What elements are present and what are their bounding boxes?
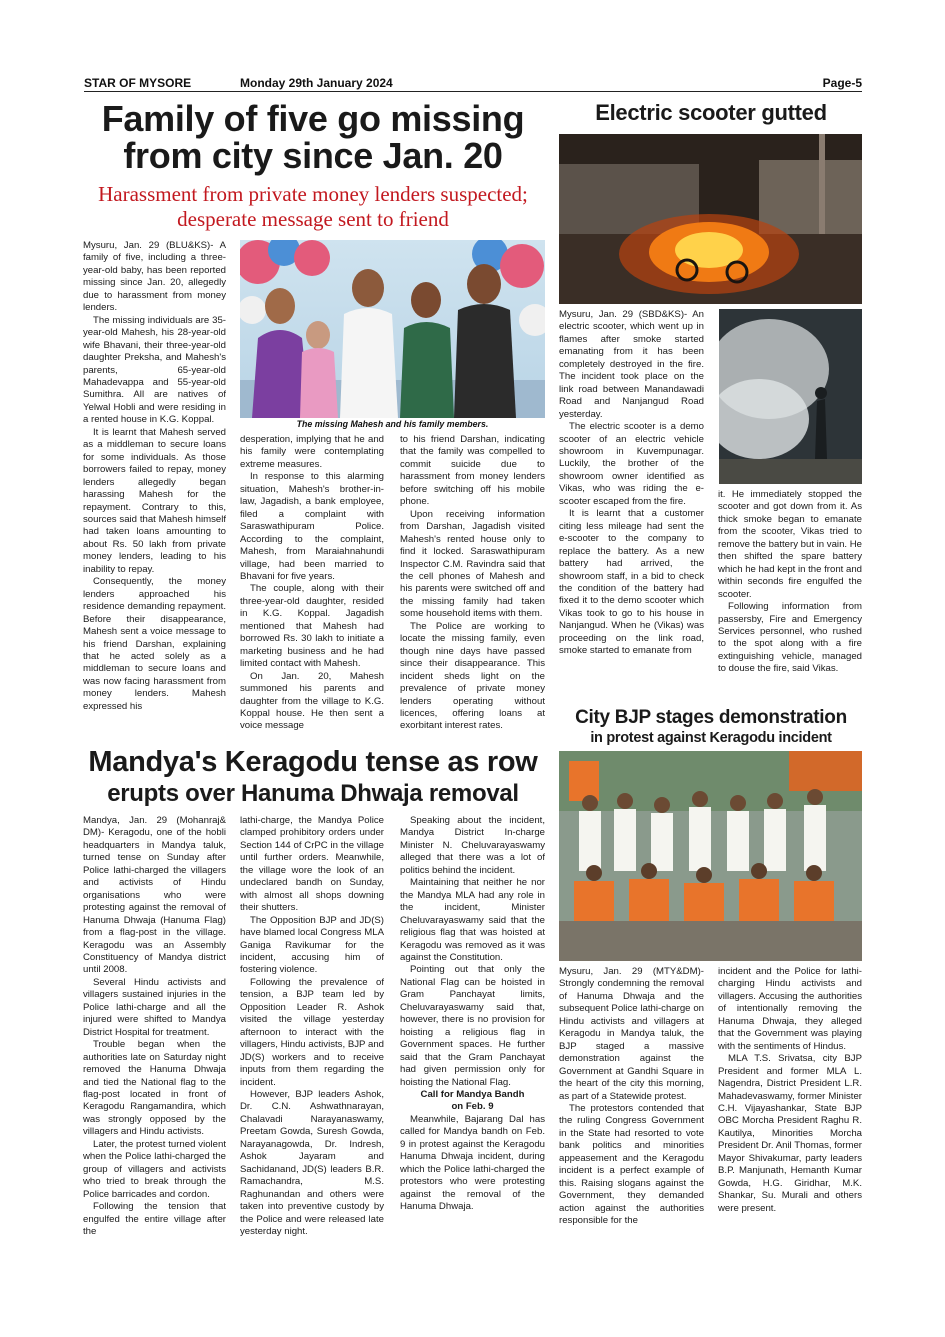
issue-date: Monday 29th January 2024 bbox=[240, 76, 393, 90]
paragraph: desperation, implying that he and his family were contemplating extreme measures. bbox=[240, 434, 384, 470]
scooter-col-1 bbox=[559, 309, 704, 701]
paragraph: lathi-charge, the Mandya Police clamped prohibitory orders under Section 144 of CrPC in the village until further orders. Meanwhile, the village wore the look of an undeclared bandh on Sunday, with almost all shops downing their shutters. bbox=[240, 815, 384, 914]
scooter-headline: Electric scooter gutted bbox=[595, 100, 827, 125]
keragodu-col-2 bbox=[240, 815, 384, 1265]
paragraph: to his friend Darshan, indicating that the family was compelled to commit suicide due to harassment from money lenders before switching off his mobile phone. bbox=[400, 434, 545, 508]
family-headline-line2: from city since Jan. 20 bbox=[123, 135, 503, 177]
family-col-3 bbox=[400, 434, 545, 740]
keragodu-col-1 bbox=[83, 815, 226, 1265]
keragodu-headline-line1: Mandya's Keragodu tense as row bbox=[88, 746, 538, 778]
masthead bbox=[84, 76, 862, 90]
family-photo bbox=[240, 240, 545, 418]
bjp-protest-photo bbox=[559, 751, 862, 961]
paragraph: The Opposition BJP and JD(S) have blamed local Congress MLA Ganiga Ravikumar for the incident, accusing him of fostering violence. bbox=[240, 914, 384, 976]
paragraph: it. He immediately stopped the scooter and got down from it. As thick smoke began to emanate from the scooter, Vikas tried to remove the battery but in vain. He then shifted the spare battery which he had kept in the front and within seconds fire engulfed the scooter. bbox=[718, 489, 862, 600]
paragraph: Maintaining that neither he nor the Mandya MLA had any role in the incident, Minister Cheluvarayaswamy said that the religious flag that was hoisted at Keragodu was removed as it was against the Constitution. bbox=[400, 877, 545, 963]
page-number: Page-5 bbox=[822, 76, 862, 90]
paragraph: Upon receiving information from Darshan, Jagadish visited Mahesh's rented house only to find it locked. Saraswathipuram Inspector C.M. Ravindra said that the cell phones of Mahesh and his parents were switched off and the missing family had taken some household items with them. bbox=[400, 508, 545, 620]
paragraph: Mysuru, Jan. 29 (BLU&KS)- A family of five, including a three-year-old baby, has been reported missing since Jan. 20, allegedly due to harassment from money lenders. bbox=[83, 240, 226, 314]
bjp-col-2 bbox=[718, 966, 862, 1266]
family-subhead-line1: Harassment from private money lenders suspected; bbox=[98, 182, 528, 206]
family-photo-caption: The missing Mahesh and his family members. bbox=[296, 419, 489, 429]
paragraph: Pointing out that only the National Flag can be hoisted in Gram Panchayat limits, Cheluvarayaswamy said that, however, there is no provision for hoisting a religious flag in Government spaces. He further said that the Gram Panchayat had given permission only for hoisting the National Flag. bbox=[400, 964, 545, 1088]
paragraph: Meanwhile, Bajarang Dal has called for Mandya bandh on Feb. 9 in protest against the Keragodu Hanuma Dhwaja incident, during which the Police lathi-charged the protestors who were protesting against the removal of the Hanuma Dhwaja. bbox=[400, 1113, 545, 1213]
keragodu-headline-line2: erupts over Hanuma Dhwaja removal bbox=[107, 779, 519, 807]
paragraph: MLA T.S. Srivatsa, city BJP President and former MLA L. Nagendra, District President L.R. Mahadevaswamy, former Minister C.H. Vijayashankar, State BJP OBC Morcha President Raghu R. Kautilya, Minorities Morcha President Dr. Anil Thomas, former Mayor Shivakumar, party leaders B.P. Manjunath, Hemanth Kumar Gowda, H.G. Giridhar, M.K. Shankar, Su. Murali and others were present. bbox=[718, 1053, 862, 1214]
family-col-2 bbox=[240, 434, 384, 740]
family-subhead bbox=[78, 182, 548, 232]
family-headline bbox=[78, 98, 548, 177]
paragraph: The Police are working to locate the missing family, even though nine days have passed since their disappearance. This incident sheds light on the prevalence of private money lenders operating without licences, offering loans at exorbitant interest rates. bbox=[400, 620, 545, 732]
paper-name: STAR OF MYSORE bbox=[84, 76, 192, 90]
paragraph: incident and the Police for lathi-charging Hindu activists and villagers. Accusing the authorities of intentionally removing the Hanuma Dhwaja, they alleged that the Government was playing with the sentiments of Hindus. bbox=[718, 966, 862, 1052]
bjp-headline-line2: in protest against Keragodu incident bbox=[590, 729, 832, 746]
paragraph: Consequently, the money lenders approached his residence demanding repayment. Before their disappearance, Mahesh sent a voice message to his friend Darshan, explaining that he acted solely as a middleman to secure loans and was now facing harassment from money lenders. Mahesh expressed his bbox=[83, 576, 226, 712]
paragraph: Several Hindu activists and villagers sustained injuries in the Police lathi-charge and all the injured were shifted to Mandya District Hospital for treatment. bbox=[83, 976, 226, 1038]
family-col-1 bbox=[83, 240, 226, 740]
paragraph: The couple, along with their three-year-old daughter, resided in K.G. Koppal. Jagadish mentioned that Mahesh had borrowed Rs. 30 lakh to initiate a marketing business and he had limited contact with Mahesh. bbox=[240, 583, 384, 670]
paragraph: In response to this alarming situation, Mahesh's brother-in-law, Jagadish, a bank employee, filed a complaint with Saraswathipuram Police. According to the complaint, Mahesh, from Maraiahnahundi village, had been married to Bhavani for five years. bbox=[240, 471, 384, 582]
paragraph: Trouble began when the authorities late on Saturday night removed the Hanuma Dhwaja and tied the National flag to the flag-post located in front of Keragodu Rangamandira, which was strongly opposed by the villagers and Hindu activists. bbox=[83, 1039, 226, 1138]
keragodu-headline bbox=[78, 748, 548, 807]
paragraph: It is learnt that Mahesh served as a middleman to secure loans for some individuals. As those borrowers failed to repay, money lenders allegedly began harassing Mahesh for the repayment. Contrary to this, sources said that Mahesh himself had taken loans amounting to about Rs. 50 lakh from private money lenders, leading to his inability to repay. bbox=[83, 426, 226, 575]
family-headline-line1: Family of five go missing bbox=[101, 98, 525, 139]
paragraph: The electric scooter is a demo scooter of an electric vehicle showroom in Kuvempunagar. Luckily, the brother of the showroom owner identified as Vikas, who was riding the e-scooter escaped from the fire. bbox=[559, 421, 704, 507]
family-subhead-line2: desperate message sent to friend bbox=[177, 207, 449, 232]
paragraph: Mysuru, Jan. 29 (SBD&KS)- An electric scooter, which went up in flames after smoke started emanating from it has been completely destroyed in the fire. The incident took place on the link road between Manandawadi Road and Nanjangud Road yesterday. bbox=[559, 309, 704, 420]
paragraph: Mandya, Jan. 29 (Mohanraj& DM)- Keragodu, one of the hobli headquarters in Mandya taluk, turned tense on Sunday after Police lathi-charged the villagers and activists of Hindu organisations who were protesting against the removal of Hanuma Dhwaja (Hanuma Flag) from a flag-post in the village. Keragodu was an Assembly Constituency of Mandya district until 2008. bbox=[83, 815, 226, 976]
paragraph: Following information from passersby, Fire and Emergency Services personnel, who rushed to the spot along with a fire extinguishing vehicle, managed to douse the fire, said Vikas. bbox=[718, 601, 862, 675]
scooter-col-2 bbox=[718, 489, 862, 701]
paragraph: Following the tension that engulfed the entire village after the bbox=[83, 1201, 226, 1237]
paragraph: Mysuru, Jan. 29 (MTY&DM)- Strongly condemning the removal of Hanuma Dhwaja and the subsequent Police lathi-charge on Hindu activists and villagers at Keragodu in Mandya taluk, the BJP staged a massive demonstration against the Government at Gandhi Square in the heart of the city this morning, as part of a Statewide protest. bbox=[559, 966, 704, 1102]
masthead-rule bbox=[84, 91, 862, 92]
subheading: on Feb. 9 bbox=[451, 1101, 494, 1113]
subheading: Call for Mandya Bandh bbox=[420, 1088, 525, 1100]
paragraph: The missing individuals are 35-year-old Mahesh, his 28-year-old wife Bhavani, their three-year-old daughter Preksha, and Mahesh's parents, 65-year-old Mahadevappa and 55-year-old Sumithra. All are natives of Yelwal Hobli and were residing in a rented house in K.G. Koppal. bbox=[83, 314, 226, 426]
paragraph: Speaking about the incident, Mandya District In-charge Minister N. Cheluvarayaswamy alleged that there was a lot of politics behind the incident. bbox=[400, 815, 545, 876]
paragraph: Later, the protest turned violent when the Police lathi-charged the group of villagers and activists who tried to break through the Police barricades and cordon. bbox=[83, 1138, 226, 1200]
paragraph: Following the prevalence of tension, a BJP team led by Opposition Leader R. Ashok visited the village yesterday afternoon to interact with the villagers, Hindu activists, BJP and JD(S) workers and to receive inputs from them regarding the incident. bbox=[240, 976, 384, 1088]
bjp-headline bbox=[556, 708, 866, 745]
bjp-headline-line1: City BJP stages demonstration bbox=[575, 707, 847, 728]
paragraph: However, BJP leaders Ashok, Dr. C.N. Ashwathnarayan, Chalavadi Narayanaswamy, Preetam Gowda, Suresh Gowda, Narayanagowda, Dr. Indresh, Ashok Jayaram and Sachidanand, JD(S) leaders B.R. Ramachandra, M.S. Raghunandan and others were taken into preventive custody by the Police and were released late yesterday night. bbox=[240, 1088, 384, 1237]
smoke-photo bbox=[719, 309, 862, 484]
paragraph: The protestors contended that the ruling Congress Government in the State had resorted to vote bank politics and minorities appeasement and the Keragodu incident is a perfect example of this. Raising slogans against the Government, they demanded action against the authorities responsible for the bbox=[559, 1102, 704, 1227]
paragraph: It is learnt that a customer citing less mileage had sent the e-scooter to the company to replace the battery. As a new battery had arrived, the showroom staff, in a bid to check the condition of the battery had fixed it to the demo scooter which Vikas took to go to his house in Nanjangud. When he (Vikas) was proceeding on the link road, smoke started to emanate from bbox=[559, 508, 704, 657]
burning-scooter-photo bbox=[559, 134, 862, 304]
paragraph: On Jan. 20, Mahesh summoned his parents and daughter from the village to K.G. Koppal house. He then sent a voice message bbox=[240, 670, 384, 732]
keragodu-col-3 bbox=[400, 815, 545, 1265]
bjp-col-1 bbox=[559, 966, 704, 1266]
